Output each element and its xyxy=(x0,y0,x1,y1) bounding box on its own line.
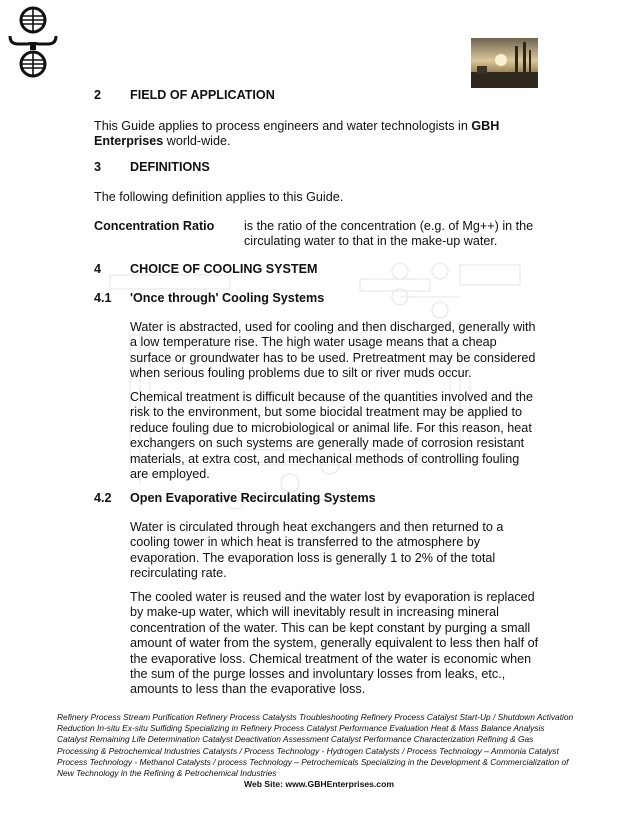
section-2-heading xyxy=(94,88,275,103)
section-title: CHOICE OF COOLING SYSTEM xyxy=(130,262,318,276)
footer-services: Refinery Process Stream Purification Refinery Process Catalysts Troubleshooting Refinery Process Catalyst Start-Up / Shutdown Activation Reduction In-situ Ex-situ Sulfiding Specializing in Refinery Process Catalyst Performance Evaluation Heat & Mass Balance Analysis Catalyst Remaining Life Determination Catalyst Deactivation Assessment Catalyst Performance Characterization Refining & Gas Processing & Petrochemical Industries Catalysts / Process Technology - Hydrogen Catalysts / Process Technology – Ammonia Catalyst Process Technology - Methanol Catalysts / process Technology – Petrochemicals Specializing in the Development & Commercialization of New Technology in the Refining & Petrochemical Industries xyxy=(57,712,574,779)
section-number: 2 xyxy=(94,88,102,102)
section-number: 4 xyxy=(94,262,102,276)
definition-term: Concentration Ratio xyxy=(94,219,215,233)
section-4-heading xyxy=(94,262,318,277)
field-paragraph xyxy=(94,119,514,150)
footer-website: Web Site: www.GBHEnterprises.com xyxy=(244,779,394,789)
section-4-1-heading xyxy=(94,291,324,306)
field-text-post: world-wide. xyxy=(163,134,231,149)
evaporative-paragraph-1: Water is circulated through heat exchangers and then returned to a cooling tower in which heat is transferred to the atmosphere by evaporation. The evaporation loss is generally 1 to 2% of the total recirculating rate. xyxy=(130,520,504,581)
section-4-2-heading xyxy=(94,491,376,506)
section-title: Open Evaporative Recirculating Systems xyxy=(130,491,376,505)
section-title: DEFINITIONS xyxy=(130,160,210,174)
section-number: 3 xyxy=(94,160,102,174)
gbh-logo-icon xyxy=(8,6,58,78)
section-title: 'Once through' Cooling Systems xyxy=(130,291,325,305)
section-3-heading xyxy=(94,160,210,175)
company-name: GBH Enterprises xyxy=(94,119,500,149)
section-number: 4.1 xyxy=(94,291,112,305)
section-title: FIELD OF APPLICATION xyxy=(130,88,275,102)
field-text-pre: This Guide applies to process engineers and water technologists in xyxy=(94,119,472,133)
definitions-intro: The following definition applies to this Guide. xyxy=(94,190,344,204)
evaporative-paragraph-2: The cooled water is reused and the water lost by evaporation is replaced by make-up water, which will inevitably result in increasing mineral concentration of the water. This can be kept constant by purging a small amount of water from the system, generally equivalent to less then half of the evaporative loss. Chemical treatment of the water is economic when the sum of the purge losses and involuntary losses from leaks, etc., amounts to less than the evaporative loss. xyxy=(130,590,539,697)
once-through-paragraph-1: Water is abstracted, used for cooling and then discharged, generally with a low temperature rise. The high water usage means that a cheap surface or groundwater has to be used. Pretreatment may be considered when serious fouling problems due to silt or river muds occur. xyxy=(130,320,536,381)
section-number: 4.2 xyxy=(94,491,112,505)
refinery-photo xyxy=(471,38,538,88)
definition-text: is the ratio of the concentration (e.g. of Mg++) in the circulating water to that in the make-up water. xyxy=(244,219,534,249)
once-through-paragraph-2: Chemical treatment is difficult because of the quantities involved and the risk to the environment, but some biocidal treatment may be applied to reduce fouling due to microbiological or animal life. For this reason, heat exchangers on such systems are generally made of corrosion resistant materials, at extra cost, and mechanical methods of controlling fouling are employed. xyxy=(130,390,533,482)
